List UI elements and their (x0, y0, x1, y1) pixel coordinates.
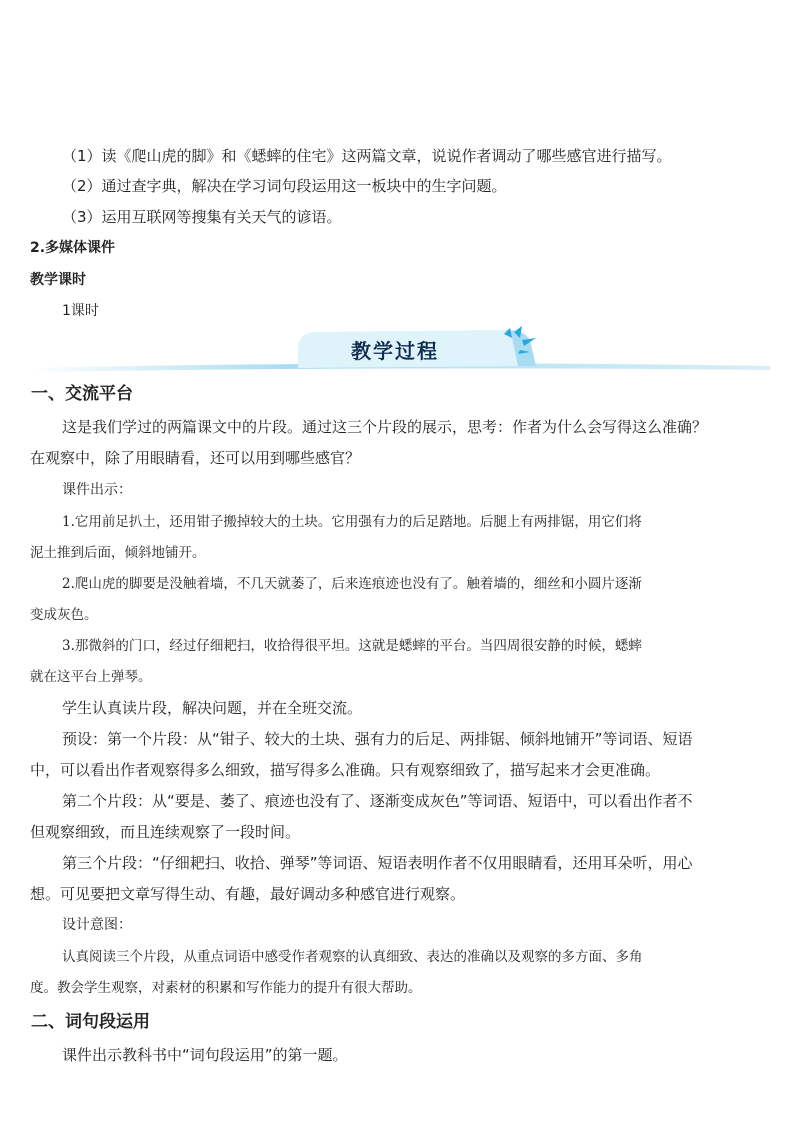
intro-line-1: 这是我们学过的两篇课文中的片段。通过这三个片段的展示，思考：作者为什么会写得这么准确？ (62, 418, 708, 436)
excerpt-1-line-2: 泥土推到后面，倾斜地铺开。 (30, 545, 206, 561)
excerpt-2-line-2: 变成灰色。 (30, 607, 98, 623)
hours-heading: 教学课时 (30, 272, 86, 288)
banner-title: 教学过程 (351, 339, 439, 363)
prep-item-1: （1）读《爬山虎的脚》和《蟋蟀的住宅》这两篇文章，说说作者调动了哪些感官进行描写。 (62, 147, 672, 165)
preset-2-line-1: 第二个片段：从“要是、萎了、痕迹也没有了、逐渐变成灰色”等词语、短语中，可以看出作者不 (62, 792, 693, 810)
hours-value: 1课时 (62, 303, 99, 319)
prep-item-3: （3）运用互联网等搜集有关天气的谚语。 (62, 208, 342, 226)
excerpt-1-line-1: 1.它用前足扒土，还用钳子搬掉较大的土块。它用强有力的后足踏地。后腿上有两排锯，用它们将 (62, 514, 642, 530)
section2-heading: 二、词句段运用 (31, 1012, 150, 1032)
preset-1-line-1: 预设：第一个片段：从“钳子、较大的土块、强有力的后足、两排锯、倾斜地铺开”等词语、短语 (62, 730, 693, 748)
design-line-2: 度。教会学生观察，对素材的积累和写作能力的提升有很大帮助。 (30, 980, 422, 996)
design-line-1: 认真阅读三个片段，从重点词语中感受作者观察的认真细致、表达的准确以及观察的多方面、多角 (62, 949, 643, 965)
prep-media: 2.多媒体课件 (30, 240, 116, 256)
section1-heading: 一、交流平台 (31, 384, 133, 404)
excerpt-2-line-1: 2.爬山虎的脚要是没触着墙，不几天就萎了，后来连痕迹也没有了。触着墙的，细丝和小圆片逐渐 (62, 576, 642, 592)
preset-3-line-2: 想。可见要把文章写得生动、有趣，最好调动多种感官进行观察。 (30, 885, 466, 903)
excerpt-3-line-1: 3.那微斜的门口，经过仔细耙扫，收拾得很平坦。这就是蟋蟀的平台。当四周很安静的时候，蟋蟀 (62, 638, 642, 654)
prep-item-2: （2）通过查字典，解决在学习词句段运用这一板块中的生字问题。 (62, 177, 507, 195)
excerpt-3-line-2: 就在这平台上弹琴。 (30, 669, 152, 685)
student-activity: 学生认真读片段，解决问题，并在全班交流。 (62, 699, 363, 717)
preset-2-line-2: 但观察细致，而且连续观察了一段时间。 (30, 823, 301, 841)
preset-1-line-2: 中，可以看出作者观察得多么细致，描写得多么准确。只有观察细致了，描写起来才会更准确。 (30, 761, 661, 779)
preset-3-line-1: 第三个片段：“仔细耙扫、收拾、弹琴”等词语、短语表明作者不仅用眼睛看，还用耳朵听，用心 (62, 854, 693, 872)
design-label: 设计意图： (62, 917, 132, 933)
intro-line-2: 在观察中，除了用眼睛看，还可以用到哪些感官？ (30, 449, 361, 467)
show-label: 课件出示： (62, 482, 132, 498)
section2-line-1: 课件出示教科书中“词句段运用”的第一题。 (62, 1046, 348, 1064)
